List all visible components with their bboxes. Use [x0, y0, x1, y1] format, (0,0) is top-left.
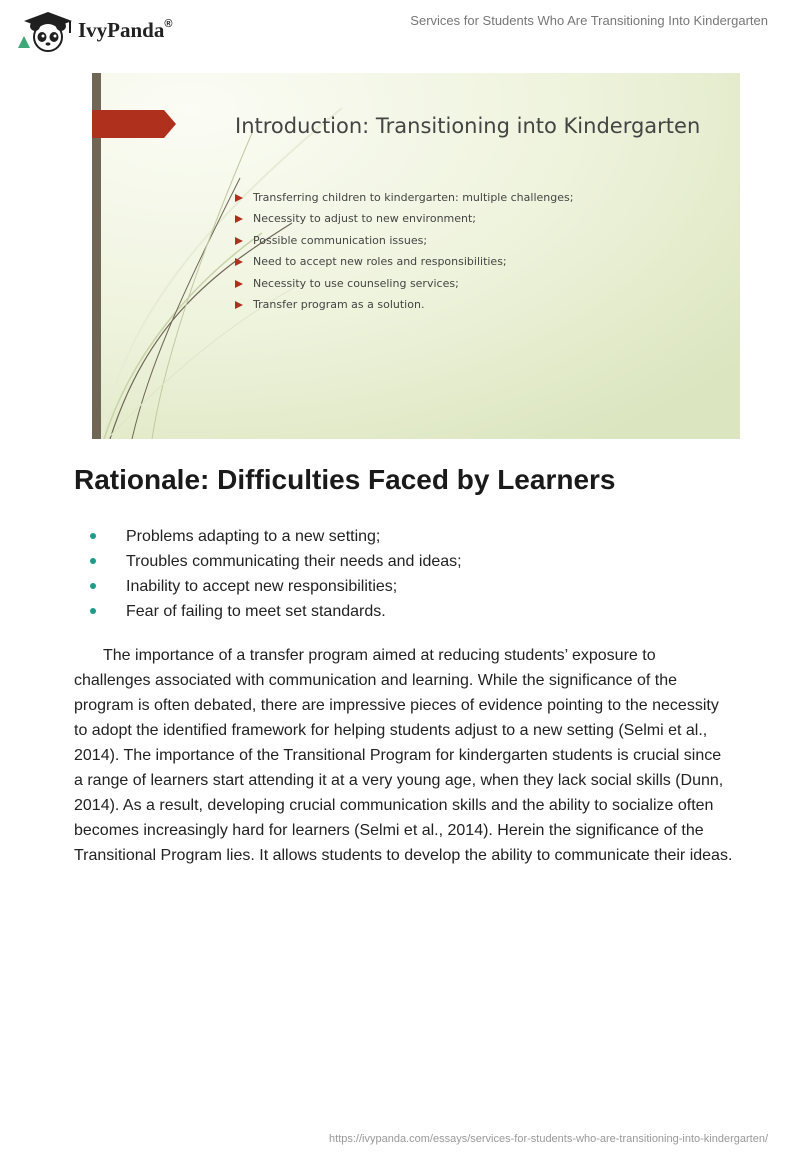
ivypanda-logo[interactable]	[14, 8, 214, 52]
list-item: Troubles communicating their needs and ideas;	[74, 552, 462, 577]
arrow-bullet-icon	[235, 237, 243, 245]
bullet-dot-icon	[90, 558, 96, 564]
footer-url-link[interactable]: https://ivypanda.com/essays/services-for-students-who-are-transitioning-into-kindergarten/	[329, 1133, 768, 1145]
registered-mark: ®	[164, 18, 173, 30]
slide-title: Introduction: Transitioning into Kindergarten	[235, 114, 701, 138]
bullet-dot-icon	[90, 608, 96, 614]
document-title: Services for Students Who Are Transitioning Into Kindergarten	[410, 13, 768, 28]
panda-logo-icon	[14, 8, 72, 52]
logo-text: IvyPanda®	[78, 18, 173, 42]
slide-bullet-item: Need to accept new roles and responsibilities;	[235, 255, 573, 276]
slide-ribbon-icon	[92, 110, 176, 138]
rationale-bullet-list	[74, 527, 462, 627]
arrow-bullet-icon	[235, 258, 243, 266]
slide-bullet-item: Necessity to use counseling services;	[235, 277, 573, 298]
slide-bullet-item: Transferring children to kindergarten: multiple challenges;	[235, 191, 573, 212]
bullet-dot-icon	[90, 533, 96, 539]
arrow-bullet-icon	[235, 194, 243, 202]
section-heading: Rationale: Difficulties Faced by Learners	[74, 464, 616, 495]
slide-bullet-item: Transfer program as a solution.	[235, 298, 573, 319]
page-header	[0, 0, 800, 60]
arrow-bullet-icon	[235, 280, 243, 288]
slide-bullet-item: Possible communication issues;	[235, 234, 573, 255]
slide-bullet-list	[235, 191, 573, 319]
bullet-dot-icon	[90, 583, 96, 589]
list-item: Inability to accept new responsibilities;	[74, 577, 462, 602]
body-paragraph: The importance of a transfer program aimed at reducing students’ exposure to challenges associated with communication and learning. While the significance of the program is often debated, there are impressive pieces of evidence pointing to the necessity to adopt the identified framework for helping students adjust to a new setting (Selmi et al., 2014). The importance of the Transitional Program for kindergarten students is crucial since a range of learners start attending it at a very young age, when they lack social skills (Dunn, 2014). As a result, developing crucial communication skills and the ability to socialize often becomes increasingly hard for learners (Selmi et al., 2014). Herein the significance of the Transitional Program lies. It allows students to develop the ability to communicate their ideas.	[74, 647, 733, 864]
list-item: Problems adapting to a new setting;	[74, 527, 462, 552]
arrow-bullet-icon	[235, 215, 243, 223]
list-item: Fear of failing to meet set standards.	[74, 602, 462, 627]
presentation-slide-image	[92, 73, 740, 439]
slide-bullet-item: Necessity to adjust to new environment;	[235, 212, 573, 233]
arrow-bullet-icon	[235, 301, 243, 309]
